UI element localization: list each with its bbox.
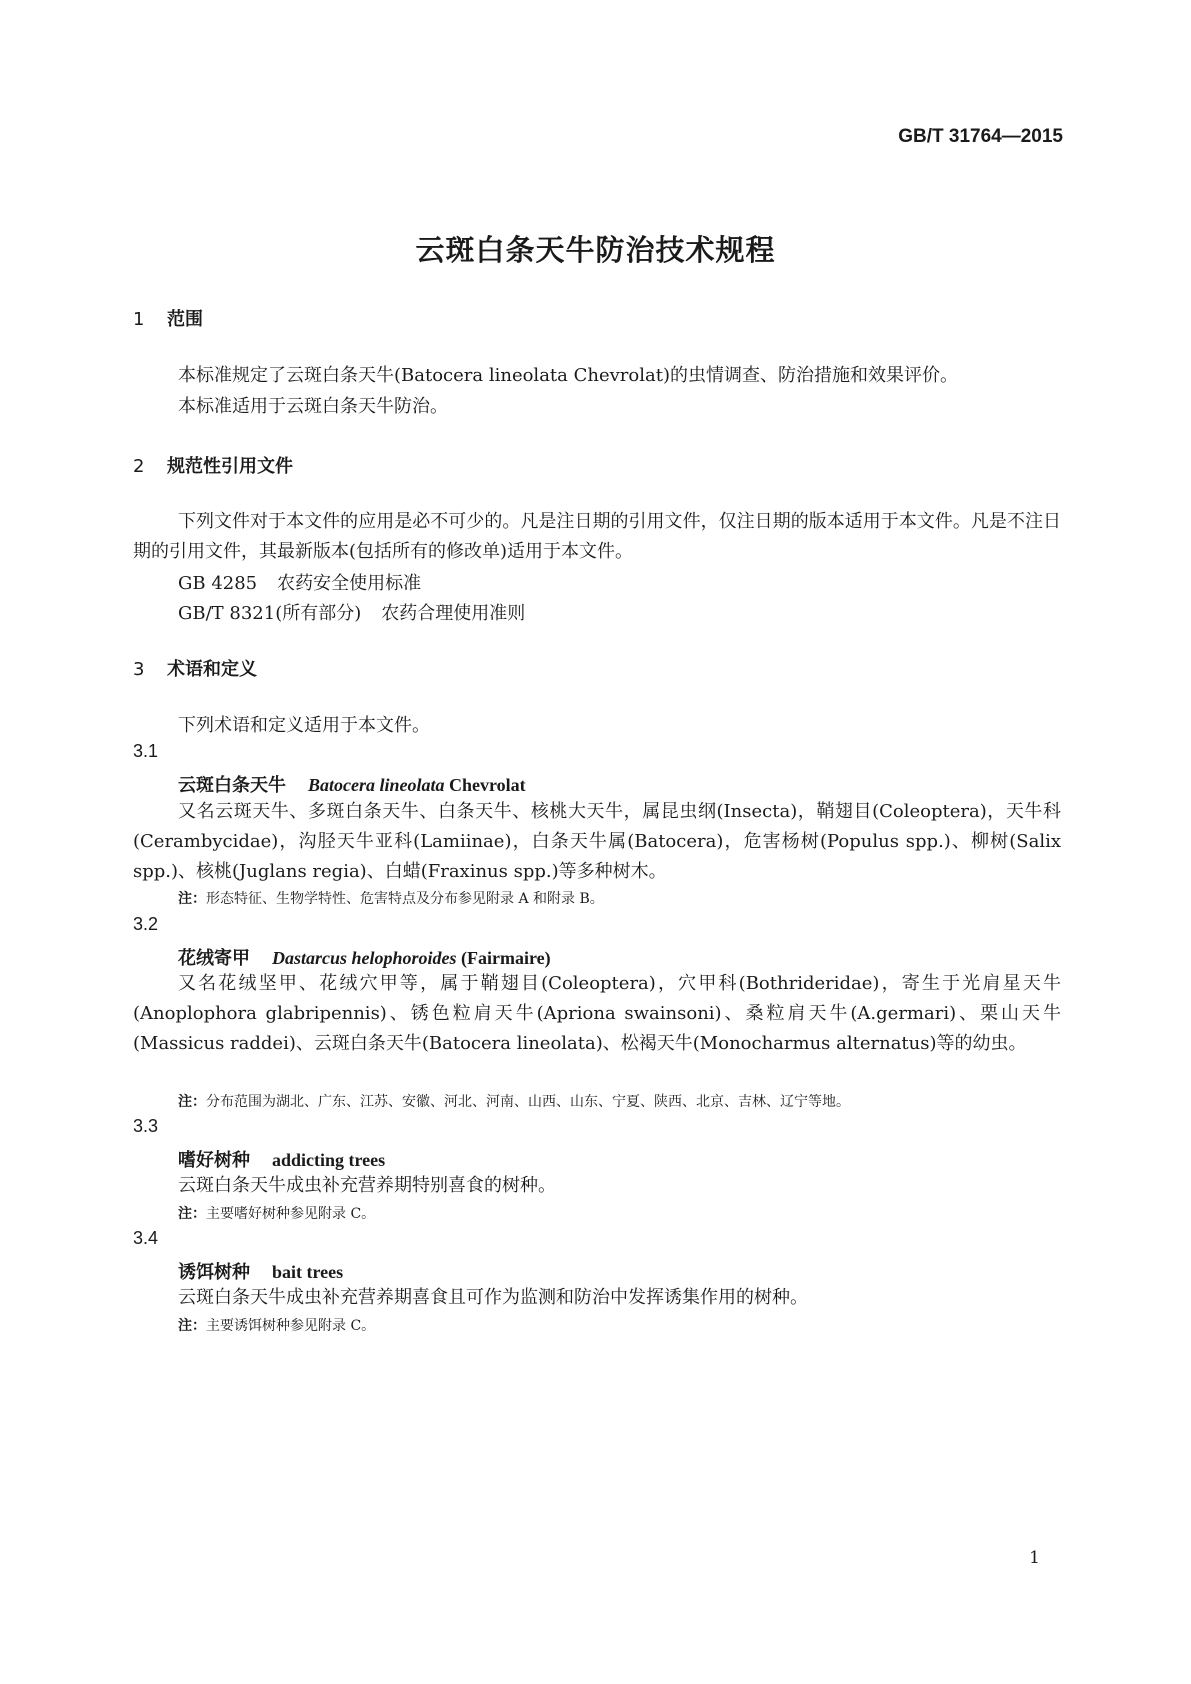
term-definition: 又名云斑天牛、多斑白条天牛、白条天牛、核桃大天牛，属昆虫纲(Insecta)，鞘翅目(Coleoptera)，天牛科(Cerambycidae)，沟胫天牛亚科(Lamiinae)，白条天牛属(Batocera)，危害杨树(Populus spp.)、柳树(Salix spp.)、核桃(Juglans regia)、白蜡(Fraxinus spp.)等多种树木。 (133, 801, 1061, 882)
term-en (272, 1262, 343, 1282)
note-label: 注： (178, 1094, 206, 1110)
section-title: 范围 (167, 309, 203, 330)
section-1-paragraph-2: 本标准适用于云斑白条天牛防治。 (178, 396, 448, 417)
term-en (272, 1150, 385, 1170)
term-note (178, 1315, 375, 1335)
section-title: 规范性引用文件 (167, 456, 293, 477)
section-2-heading (133, 452, 293, 478)
section-3-heading (133, 655, 257, 681)
note-label: 注： (178, 1318, 206, 1334)
section-title: 术语和定义 (167, 659, 257, 680)
term-definition: 又名花绒坚甲、花绒穴甲等，属于鞘翅目(Coleoptera)，穴甲科(Bothrideridae)，寄生于光肩星天牛(Anoplophora glabripennis)、锈色粒肩天牛(Apriona swainsoni)、桑粒肩天牛(A.germari)、栗山天牛(Massicus raddei)、云斑白条天牛(Batocera lineolata)、松褐天牛(Monocharmus alternatus)等的幼虫。 (133, 973, 1061, 1054)
term-cn: 云斑白条天牛 (178, 775, 286, 796)
term-title (178, 1258, 343, 1284)
term-cn: 花绒寄甲 (178, 948, 250, 969)
term-cn: 嗜好树种 (178, 1150, 250, 1171)
term-en (308, 775, 526, 795)
term-english-name: bait trees (272, 1262, 344, 1282)
note-label: 注： (178, 1206, 206, 1222)
document-title: 云斑白条天牛防治技术规程 (415, 233, 776, 267)
term-number: 3.1 (133, 741, 159, 761)
page-number: 1 (1029, 1548, 1040, 1568)
term-english-name: addicting trees (272, 1150, 386, 1170)
section-2-paragraph: 下列文件对于本文件的应用是必不可少的。凡是注日期的引用文件，仅注日期的版本适用于本文件。凡是不注日期的引用文件，其最新版本(包括所有的修改单)适用于本文件。 (133, 511, 1061, 562)
term-definition: 云斑白条天牛成虫补充营养期喜食且可作为监测和防治中发挥诱集作用的树种。 (178, 1287, 808, 1308)
note-text: 形态特征、生物学特性、危害特点及分布参见附录 A 和附录 B。 (206, 891, 604, 907)
term-number: 3.3 (133, 1116, 159, 1136)
section-number: 3 (133, 659, 145, 680)
term-note (178, 1203, 375, 1223)
note-label: 注： (178, 891, 206, 907)
normative-reference (178, 569, 421, 595)
term-number: 3.4 (133, 1228, 159, 1248)
standard-code: GB/T 31764—2015 (898, 126, 1063, 147)
term-authority: Chevrolat (444, 775, 526, 795)
term-cn: 诱饵树种 (178, 1262, 250, 1283)
term-note (178, 888, 604, 908)
section-1-heading (133, 305, 203, 331)
note-text: 主要嗜好树种参见附录 C。 (206, 1206, 376, 1222)
reference-code: GB 4285 (178, 573, 258, 594)
section-number: 1 (133, 309, 145, 330)
reference-code: GB/T 8321(所有部分) (178, 603, 362, 624)
term-number: 3.2 (133, 914, 159, 934)
term-authority: (Fairmaire) (456, 948, 551, 968)
term-note (178, 1091, 850, 1111)
note-text: 分布范围为湖北、广东、江苏、安徽、河北、河南、山西、山东、宁夏、陕西、北京、吉林、辽宁等地。 (206, 1094, 850, 1110)
section-number: 2 (133, 456, 145, 477)
reference-name: 农药安全使用标准 (277, 573, 422, 594)
section-1-paragraph-1: 本标准规定了云斑白条天牛(Batocera lineolata Chevrolat)的虫情调查、防治措施和效果评价。 (178, 365, 958, 386)
normative-reference (178, 599, 525, 625)
term-title (178, 944, 551, 970)
term-latin-name: Batocera lineolata (308, 775, 445, 795)
note-text: 主要诱饵树种参见附录 C。 (206, 1318, 376, 1334)
reference-name: 农药合理使用准则 (381, 603, 526, 624)
term-en (272, 948, 551, 968)
term-latin-name: Dastarcus helophoroides (272, 948, 457, 968)
term-title (178, 771, 526, 797)
term-title (178, 1146, 385, 1172)
section-3-intro: 下列术语和定义适用于本文件。 (178, 715, 430, 736)
term-definition: 云斑白条天牛成虫补充营养期特别喜食的树种。 (178, 1175, 556, 1196)
